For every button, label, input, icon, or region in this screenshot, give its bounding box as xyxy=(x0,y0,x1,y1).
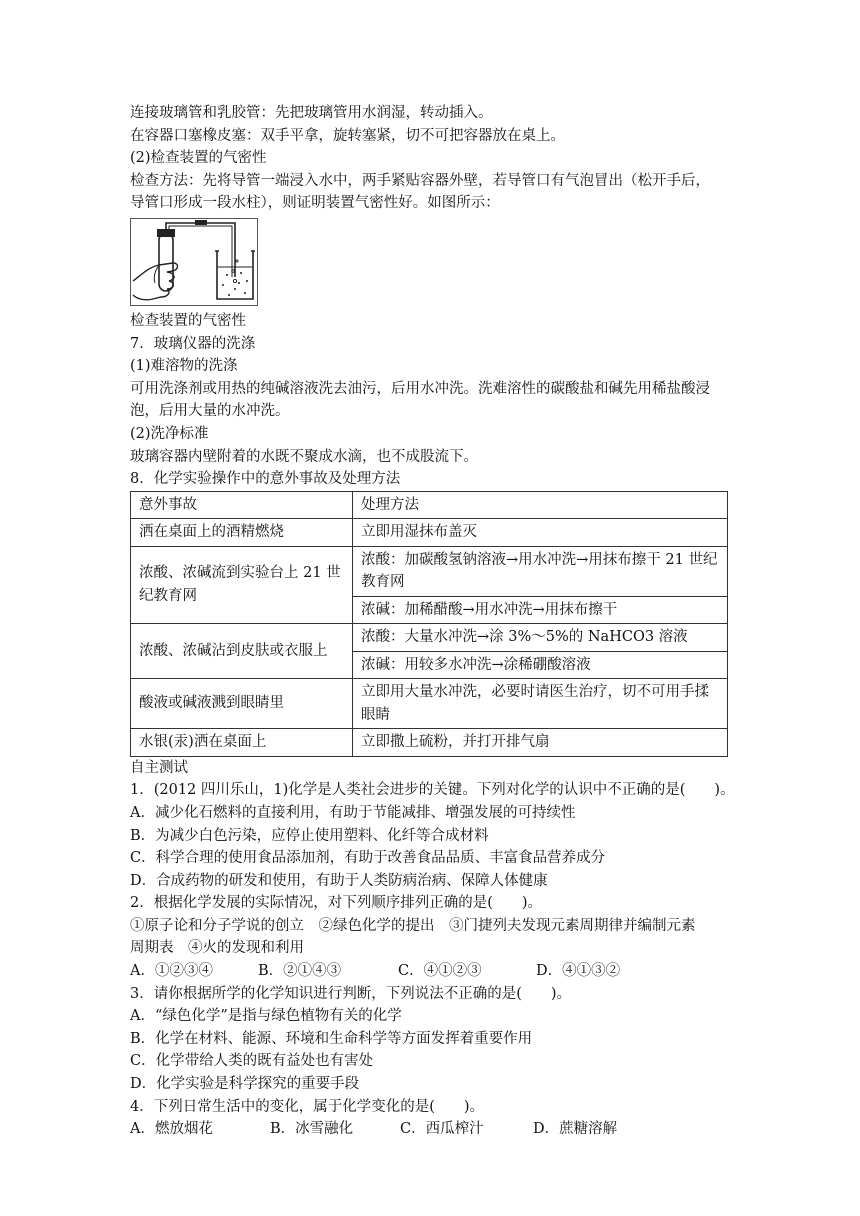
table-row xyxy=(131,519,728,547)
question-2-option-b: B．②①④③ xyxy=(258,963,342,980)
question-4-option-b: B．冰雪融化 xyxy=(270,1121,354,1138)
method-cell: 浓酸：大量水冲洗→涂 3%～5%的 NaHCO3 溶液 xyxy=(353,624,728,652)
section-heading-washing: 7．玻璃仪器的洗涤 xyxy=(130,335,256,352)
question-4-options xyxy=(130,1118,730,1141)
figure-caption: 检查装置的气密性 xyxy=(130,312,246,329)
method-cell: 立即用大量水冲洗，必要时请医生治疗，切不可用手揉眼睛 xyxy=(353,679,728,729)
paragraph-connect-tube: 连接玻璃管和乳胶管：先把玻璃管用水润湿，转动插入。 xyxy=(130,105,493,121)
table-header-cell: 处理方法 xyxy=(353,491,728,519)
accident-cell: 浓酸、浓碱流到实验台上 21 世纪教育网 xyxy=(131,546,353,624)
method-cell: 浓碱：用较多水冲洗→涂稀硼酸溶液 xyxy=(353,651,728,679)
question-2-items-cont: 周期表 ④火的发现和利用 xyxy=(130,940,304,957)
question-2-option-a: A．①②③④ xyxy=(130,963,213,980)
table-row xyxy=(131,729,728,757)
table-header-cell: 意外事故 xyxy=(131,491,353,519)
subheading-clean-standard: (2)洗净标准 xyxy=(130,425,209,442)
airtightness-figure xyxy=(130,218,258,306)
accident-cell: 浓酸、浓碱沾到皮肤或衣服上 xyxy=(131,624,353,679)
accident-cell: 水银(汞)洒在桌面上 xyxy=(131,729,353,757)
subheading-insoluble: (1)难溶物的洗涤 xyxy=(130,358,238,375)
accident-cell: 酸液或碱液溅到眼睛里 xyxy=(131,679,353,729)
question-4-option-d: D．蔗糖溶解 xyxy=(533,1121,618,1138)
section-heading-airtightness: (2)检查装置的气密性 xyxy=(130,150,267,167)
paragraph-washing: 可用洗涤剂或用热的纯碱溶液洗去油污，后用水冲洗。洗难溶性的碳酸盐和碱先用稀盐酸浸 xyxy=(130,380,710,397)
question-4-option-a: A．燃放烟花 xyxy=(130,1121,213,1138)
document-page xyxy=(130,102,735,1141)
paragraph-washing-cont: 泡，后用大量的水冲洗。 xyxy=(130,403,290,420)
table-header-row xyxy=(131,491,728,519)
question-1-stem: 1．(2012 四川乐山，1)化学是人类社会进步的关键。下列对化学的认识中不正确的是( )。 xyxy=(130,782,735,799)
section-heading-self-test: 自主测试 xyxy=(130,759,188,776)
question-2-options xyxy=(130,960,730,983)
question-2-items: ①原子论和分子学说的创立 ②绿色化学的提出 ③门捷列夫发现元素周期律并编制元素 xyxy=(130,917,696,934)
section-heading-accidents: 8．化学实验操作中的意外事故及处理方法 xyxy=(130,471,401,488)
table-row xyxy=(131,624,728,652)
question-1-option-d: D．合成药物的研发和使用，有助于人类防病治病、保障人体健康 xyxy=(130,872,548,889)
question-3-option-c: C．化学带给人类的既有益处也有害处 xyxy=(130,1053,374,1070)
question-4-option-c: C．西瓜榨汁 xyxy=(400,1121,484,1138)
method-cell: 浓酸：加碳酸氢钠溶液→用水冲洗→用抹布擦干 21 世纪教育网 xyxy=(353,546,728,596)
question-1-option-c: C．科学合理的使用食品添加剂，有助于改善食品品质、丰富食品营养成分 xyxy=(130,850,606,867)
paragraph-check-method-cont: 导管口形成一段水柱），则证明装置气密性好。如图所示： xyxy=(130,195,500,212)
hand-test-tube-beaker-illustration xyxy=(131,219,257,305)
accident-table xyxy=(130,491,728,757)
table-row xyxy=(131,679,728,729)
paragraph-clean-standard: 玻璃容器内壁附着的水既不聚成水滴，也不成股流下。 xyxy=(130,448,478,465)
question-3-option-a: A．“绿色化学”是指与绿色植物有关的化学 xyxy=(130,1008,402,1025)
table-row xyxy=(131,546,728,596)
method-cell: 浓碱：加稀醋酸→用水冲洗→用抹布擦干 xyxy=(353,596,728,624)
paragraph-stopper: 在容器口塞橡皮塞：双手平拿，旋转塞紧，切不可把容器放在桌上。 xyxy=(130,127,565,144)
method-cell: 立即撒上硫粉，并打开排气扇 xyxy=(353,729,728,757)
question-2-stem: 2．根据化学发展的实际情况，对下列顺序排列正确的是( )。 xyxy=(130,895,543,912)
question-2-option-d: D．④①③② xyxy=(536,963,621,980)
paragraph-check-method: 检查方法：先将导管一端浸入水中，两手紧贴容器外壁，若导管口有气泡冒出（松开手后， xyxy=(130,172,710,189)
question-2-option-c: C．④①②③ xyxy=(398,963,482,980)
question-4-stem: 4．下列日常生活中的变化，属于化学变化的是( )。 xyxy=(130,1098,485,1115)
question-1-option-b: B．为减少白色污染，应停止使用塑料、化纤等合成材料 xyxy=(130,827,489,844)
question-3-option-d: D．化学实验是科学探究的重要手段 xyxy=(130,1076,360,1093)
method-cell: 立即用湿抹布盖灭 xyxy=(353,519,728,547)
question-3-option-b: B．化学在材料、能源、环境和生命科学等方面发挥着重要作用 xyxy=(130,1030,533,1047)
question-3-stem: 3．请你根据所学的化学知识进行判断，下列说法不正确的是( )。 xyxy=(130,985,572,1002)
accident-cell: 洒在桌面上的酒精燃烧 xyxy=(131,519,353,547)
question-1-option-a: A．减少化石燃料的直接利用，有助于节能减排、增强发展的可持续性 xyxy=(130,804,576,821)
